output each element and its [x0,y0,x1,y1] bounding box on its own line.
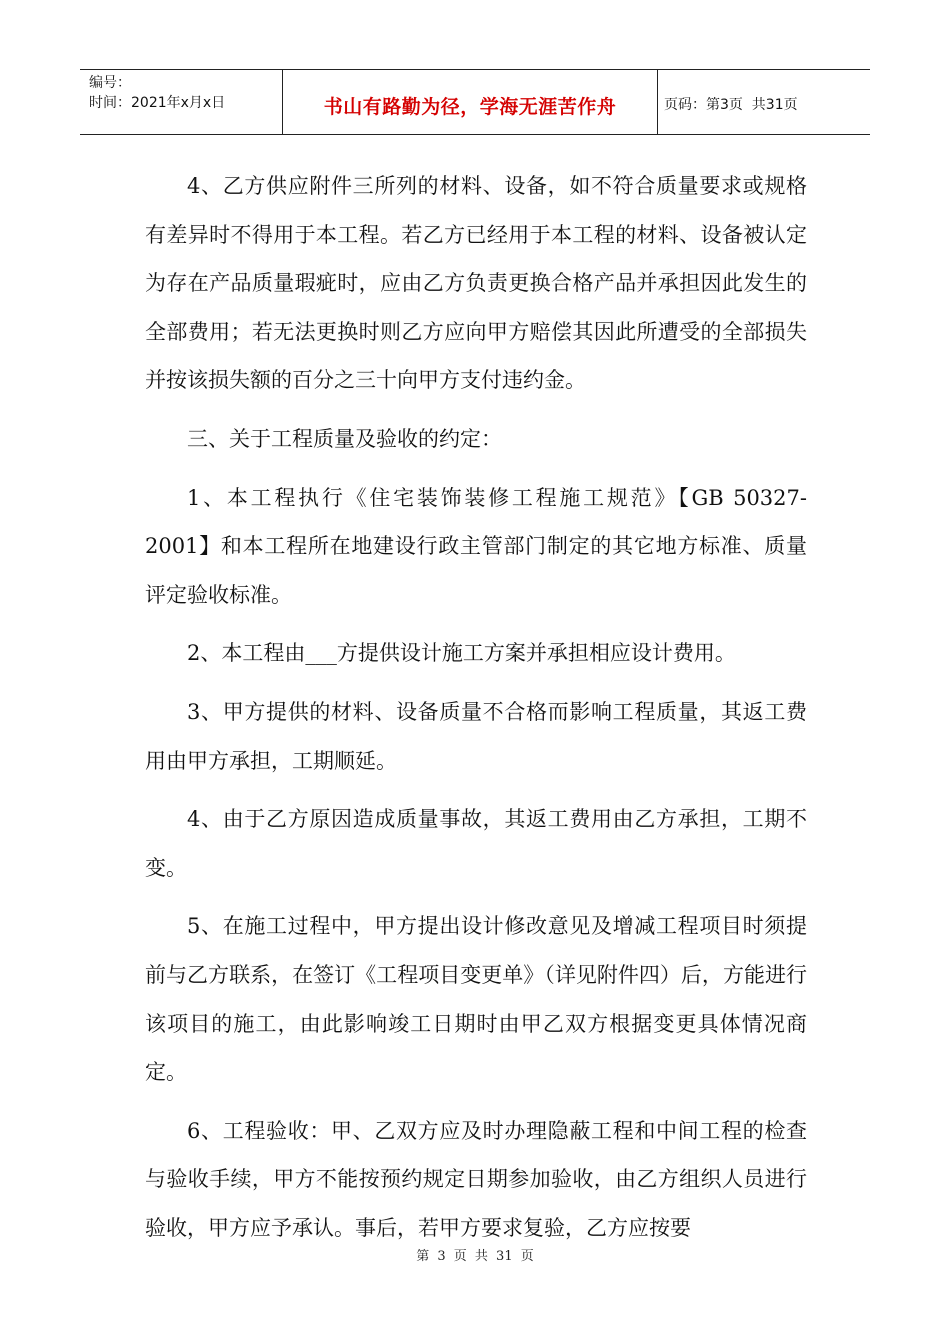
paragraph: 2、本工程由___方提供设计施工方案并承担相应设计费用。 [187,641,736,666]
paragraph: 1、本工程执行《住宅装饰装修工程施工规范》【GB 50327-2001】和本工程所在地建设行政主管部门制定的其它地方标准、质量评定验收标准。 [145,485,807,607]
section-heading: 三、关于工程质量及验收的约定： [187,426,502,451]
document-date-label: 时间：2021年x月x日 [89,95,226,111]
document-header [80,69,870,135]
paragraph: 4、乙方供应附件三所列的材料、设备，如不符合质量要求或规格有差异时不得用于本工程。若乙方已经用于本工程的材料、设备被认定为存在产品质量瑕疵时，应由乙方负责更换合格产品并承担因此发生的全部费用；若无法更换时则乙方应向甲方赔偿其因此所遭受的全部损失并按该损失额的百分之三十向甲方支付违约金。 [145,174,807,393]
paragraph: 6、工程验收：甲、乙双方应及时办理隐蔽工程和中间工程的检查与验收手续，甲方不能按预约规定日期参加验收，由乙方组织人员进行验收，甲方应予承认。事后，若甲方要求复验，乙方应按要 [145,1118,807,1240]
document-body [145,162,807,1262]
header-motto: 书山有路勤为径，学海无涯苦作舟 [323,95,617,118]
page-footer: 第 3 页 共 31 页 [416,1249,534,1264]
header-motto-cell [283,70,658,134]
header-page-info: 页码：第3页 共31页 [664,97,798,113]
paragraph: 3、甲方提供的材料、设备质量不合格而影响工程质量，其返工费用由甲方承担，工期顺延。 [145,699,807,773]
header-page-cell [658,70,870,134]
paragraph: 5、在施工过程中，甲方提出设计修改意见及增减工程项目时须提前与乙方联系，在签订《工程项目变更单》（详见附件四）后，方能进行该项目的施工，由此影响竣工日期时由甲乙双方根据变更具体情况商定。 [145,914,807,1085]
paragraph: 4、由于乙方原因造成质量事故，其返工费用由乙方承担，工期不变。 [145,807,807,880]
header-meta-cell [80,70,283,134]
document-number-label: 编号： [89,75,131,91]
